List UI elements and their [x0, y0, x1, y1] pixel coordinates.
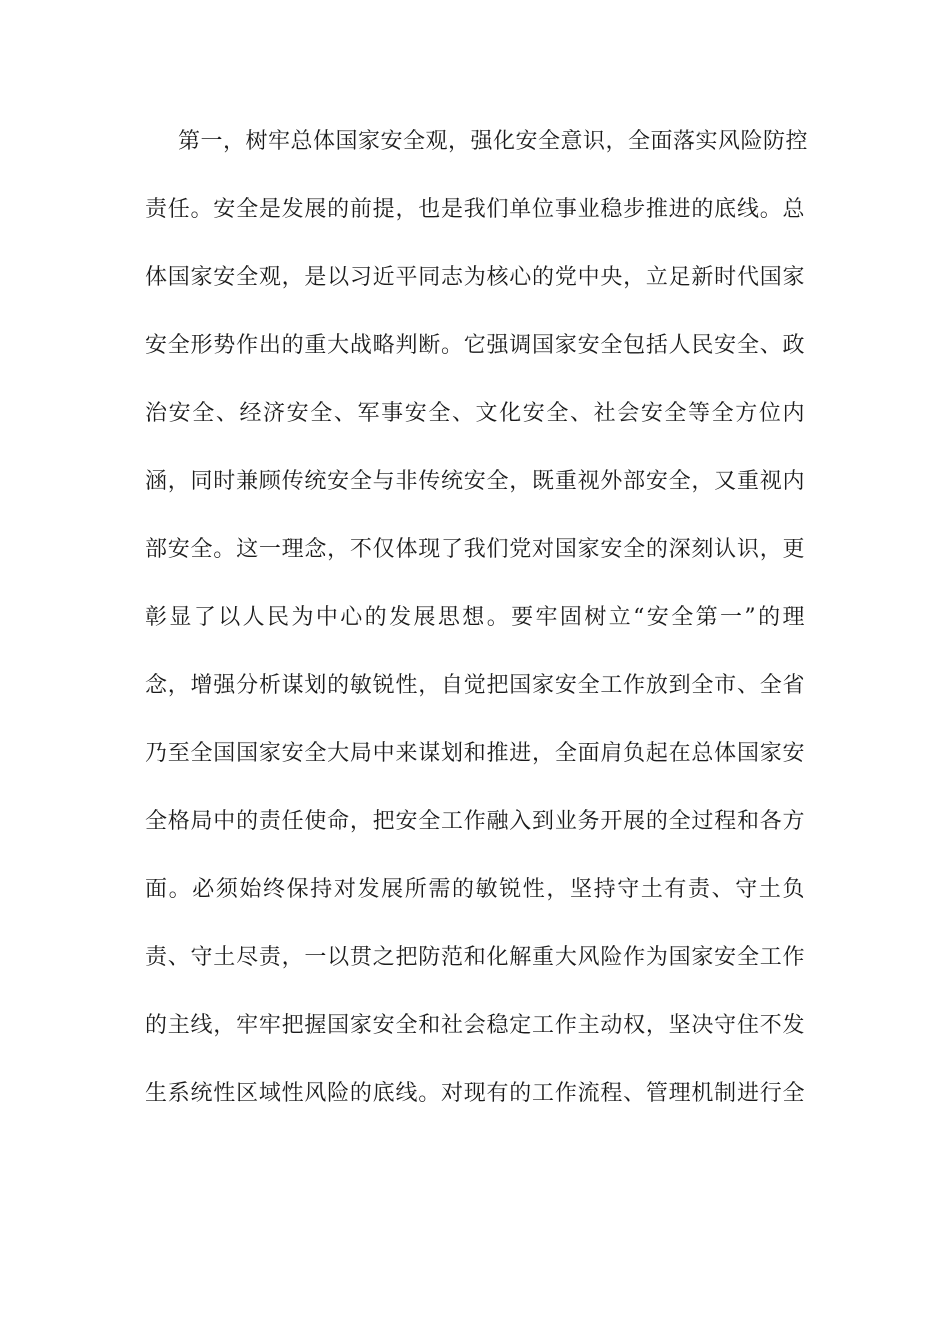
text-line: 体国家安全观，是以习近平同志为核心的党中央，立足新时代国家 [145, 265, 805, 290]
text-line: 全格局中的责任使命，把安全工作融入到业务开展的全过程和各方 [145, 809, 805, 834]
body-paragraph [145, 114, 809, 1134]
text-line: 责任。安全是发展的前提，也是我们单位事业稳步推进的底线。总 [145, 197, 805, 222]
text-line: 乃至全国国家安全大局中来谋划和推进，全面肩负起在总体国家安 [145, 741, 805, 766]
text-line: 念，增强分析谋划的敏锐性，自觉把国家安全工作放到全市、全省 [145, 673, 805, 698]
text-line: 安全形势作出的重大战略判断。它强调国家安全包括人民安全、政 [145, 333, 805, 358]
text-line: 责、守土尽责，一以贯之把防范和化解重大风险作为国家安全工作 [145, 945, 805, 970]
text-line: 治安全、经济安全、军事安全、文化安全、社会安全等全方位内 [145, 401, 805, 426]
text-line: 面。必须始终保持对发展所需的敏锐性，坚持守土有责、守土负 [145, 877, 805, 902]
text-line: 生系统性区域性风险的底线。对现有的工作流程、管理机制进行全 [145, 1081, 805, 1106]
text-line: 彰显了以人民为中心的发展思想。要牢固树立“安全第一”的理 [145, 605, 805, 630]
text-line: 第一，树牢总体国家安全观，强化安全意识，全面落实风险防控 [178, 129, 809, 154]
text-line: 涵，同时兼顾传统安全与非传统安全，既重视外部安全，又重视内 [145, 469, 805, 494]
text-line: 部安全。这一理念，不仅体现了我们党对国家安全的深刻认识，更 [145, 537, 805, 562]
text-line: 的主线，牢牢把握国家安全和社会稳定工作主动权，坚决守住不发 [145, 1013, 805, 1038]
